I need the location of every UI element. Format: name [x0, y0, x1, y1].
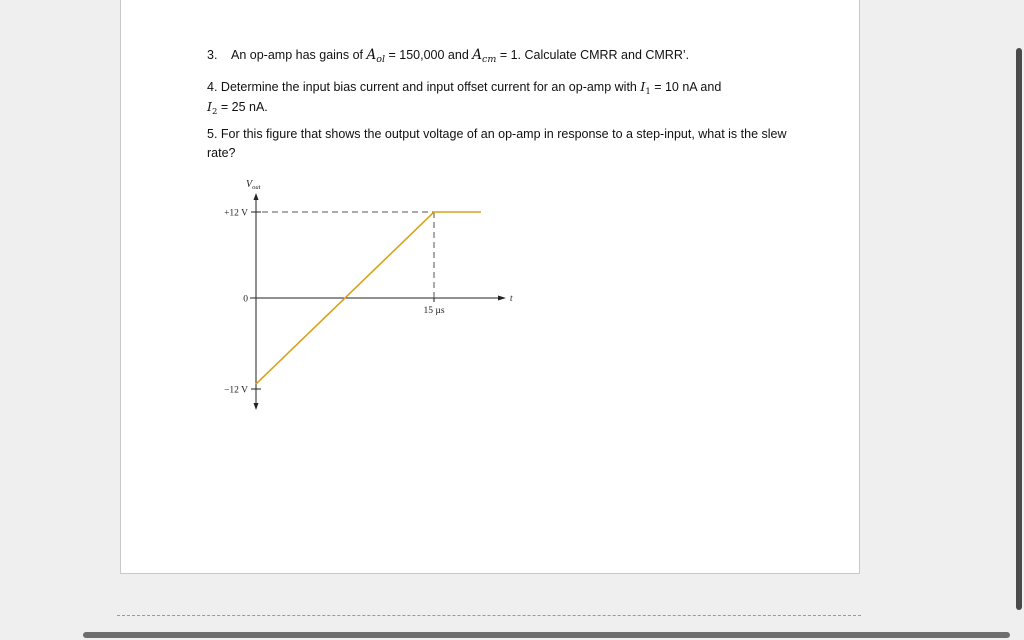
x-axis-label: t	[510, 293, 513, 303]
page-separator	[117, 615, 861, 616]
vertical-scrollbar[interactable]	[1016, 48, 1022, 610]
math-i2: $I_2$	[207, 99, 218, 117]
math-aol: $A_{ol}$	[366, 47, 386, 65]
question-text: An op-amp has gains of	[231, 48, 367, 62]
horizontal-scrollbar[interactable]	[83, 632, 1010, 638]
slew-rate-figure	[121, 0, 861, 574]
question-number: 3.	[207, 48, 218, 62]
question-number: 5.	[207, 127, 218, 141]
x-tick-label-15us: 15 µs	[423, 306, 445, 316]
y-tick-label-minus12: −12 V	[224, 385, 248, 396]
question-text: = 25 nA.	[217, 100, 268, 114]
question-text: For this figure that shows the output voltage of an op-amp in response to a step-input, what is the slew rate?	[207, 127, 787, 160]
question-text: = 150,000 and	[385, 48, 473, 62]
question-text: = 1. Calculate CMRR and CMRR’.	[496, 48, 690, 62]
y-axis-arrow-down	[254, 403, 259, 410]
question-number: 4.	[207, 80, 218, 94]
y-tick-label-zero: 0	[243, 294, 248, 305]
y-axis-label: $V_{out}$	[246, 179, 261, 191]
math-acm: $A_{cm}$	[472, 47, 497, 65]
y-axis-arrow-up	[254, 193, 259, 200]
question-text: Determine the input bias current and input offset current for an op-amp with	[217, 80, 641, 94]
math-i1: $I_1$	[640, 79, 651, 97]
document-page	[120, 0, 860, 574]
x-axis-arrow	[498, 296, 506, 301]
question-text: = 10 nA and	[650, 80, 722, 94]
y-tick-label-plus12: +12 V	[224, 208, 248, 219]
